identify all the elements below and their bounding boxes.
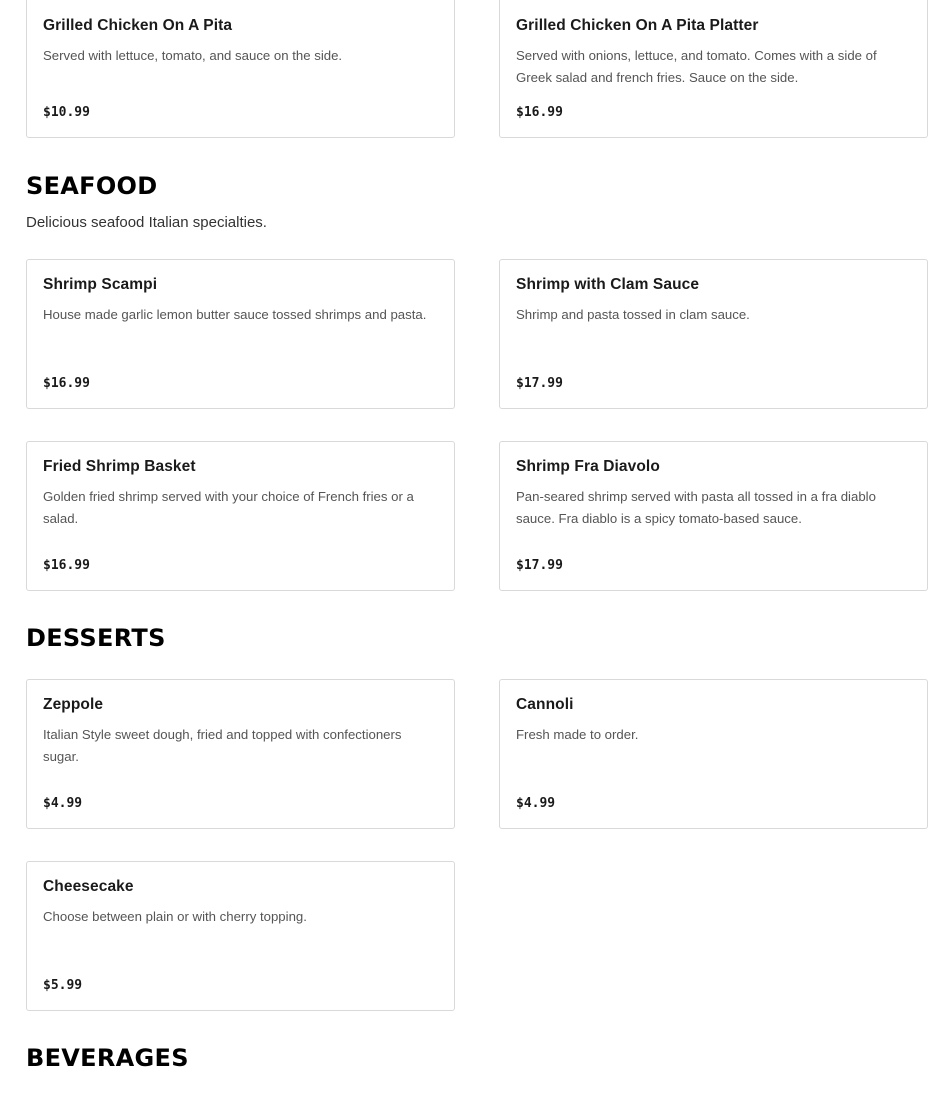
menu-item-name: Cheesecake (43, 878, 134, 895)
menu-item-name: Cannoli (516, 696, 574, 713)
menu-item-name: Shrimp with Clam Sauce (516, 276, 700, 293)
menu-item-name: Shrimp Fra Diavolo (516, 458, 660, 475)
menu-item-description: Pan-seared shrimp served with pasta all tossed in a fra diablo sauce. Fra diablo is a spicy tomato-based sauce. (516, 489, 876, 526)
menu-item-description: Golden fried shrimp served with your choice of French fries or a salad. (43, 489, 414, 526)
section-title-seafood: SEAFOOD (26, 172, 158, 200)
menu-item-price: $17.99 (516, 558, 563, 573)
menu-item-name: Grilled Chicken On A Pita Platter (516, 17, 759, 34)
menu-item-description: Fresh made to order. (516, 727, 639, 742)
menu-item-description: Italian Style sweet dough, fried and topped with confectioners sugar. (43, 727, 402, 764)
menu-item-description: Shrimp and pasta tossed in clam sauce. (516, 307, 750, 322)
menu-item-card[interactable] (26, 861, 455, 1011)
menu-item-price: $10.99 (43, 105, 90, 120)
section-description-seafood: Delicious seafood Italian specialties. (26, 214, 267, 231)
section-title-beverages: BEVERAGES (26, 1044, 189, 1072)
menu-item-card[interactable] (499, 679, 928, 829)
menu-item-price: $5.99 (43, 978, 83, 993)
menu-item-card[interactable] (499, 259, 928, 409)
menu-item-card[interactable] (499, 0, 928, 138)
menu-item-description: Served with onions, lettuce, and tomato. Comes with a side of Greek salad and french fries. Sauce on the side. (516, 48, 877, 85)
menu-item-price: $17.99 (516, 376, 563, 391)
menu-item-price: $16.99 (43, 376, 90, 391)
menu-item-price: $16.99 (43, 558, 90, 573)
menu-item-name: Zeppole (43, 696, 104, 713)
menu-item-price: $4.99 (516, 796, 556, 811)
menu-item-description: Served with lettuce, tomato, and sauce on the side. (43, 48, 343, 63)
menu-item-description: House made garlic lemon butter sauce tossed shrimps and pasta. (43, 307, 427, 322)
menu-item-name: Grilled Chicken On A Pita (43, 17, 233, 34)
menu-item-price: $16.99 (516, 105, 563, 120)
menu-item-name: Fried Shrimp Basket (43, 458, 196, 475)
menu-item-card[interactable] (26, 679, 455, 829)
menu-item-card[interactable] (26, 0, 455, 138)
section-title-desserts: DESSERTS (26, 624, 166, 652)
menu-item-card[interactable] (26, 259, 455, 409)
menu-item-description: Choose between plain or with cherry topping. (43, 909, 307, 924)
menu-item-card[interactable] (26, 441, 455, 591)
menu-item-price: $4.99 (43, 796, 83, 811)
menu-item-card[interactable] (499, 441, 928, 591)
menu-item-name: Shrimp Scampi (43, 276, 158, 293)
